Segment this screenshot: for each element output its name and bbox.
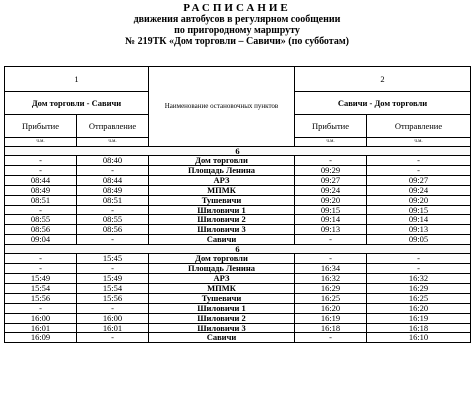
departure-2-cell: 16:25 (367, 293, 471, 303)
departure-1-cell: 15:45 (77, 254, 149, 264)
departure-2-cell: 09:20 (367, 195, 471, 205)
departure-1-cell: - (77, 205, 149, 215)
table-row (5, 323, 471, 333)
arrival-2-cell: 16:29 (295, 283, 367, 293)
arrival-1-cell: 16:09 (5, 333, 77, 343)
table-row (5, 205, 471, 215)
departure-1-cell: 15:56 (77, 293, 149, 303)
stop-name-cell: Площадь Ленина (149, 165, 295, 175)
arrival-1-cell: 08:44 (5, 175, 77, 185)
section-header-row (5, 147, 471, 156)
arrival-1-cell: 15:56 (5, 293, 77, 303)
departure-1-cell: 08:51 (77, 195, 149, 205)
unit-label: ч.м. (77, 138, 149, 147)
arrival-2-cell: - (295, 333, 367, 343)
table-row (5, 293, 471, 303)
departure-2-cell: 09:14 (367, 215, 471, 225)
arrival-2-cell: 09:24 (295, 185, 367, 195)
arrival-2-cell: 09:14 (295, 215, 367, 225)
direction-1-number: 1 (5, 67, 149, 92)
document-subtitle-line: движения автобусов в регулярном сообщении (133, 14, 341, 25)
departure-2-cell: - (367, 156, 471, 166)
departure-1-cell: 08:44 (77, 175, 149, 185)
departure-1-cell: 16:01 (77, 323, 149, 333)
stop-name-cell: Шиловичи 3 (149, 225, 295, 235)
unit-label: ч.м. (5, 138, 77, 147)
direction-2-route: Савичи - Дом торговли (295, 92, 471, 115)
arrival-2-cell: - (295, 156, 367, 166)
table-row (5, 264, 471, 274)
stops-column-header: Наименование остановочных пунктов (149, 67, 295, 147)
arrival-1-cell: - (5, 264, 77, 274)
departure-2-cell: 09:15 (367, 205, 471, 215)
arrival-2-cell: 16:32 (295, 273, 367, 283)
stop-name-cell: Шиловичи 1 (149, 303, 295, 313)
stop-name-cell: Дом торговли (149, 254, 295, 264)
arrival-2-cell: 16:25 (295, 293, 367, 303)
stop-name-cell: Тушевичи (149, 293, 295, 303)
departure-1-cell: - (77, 303, 149, 313)
departure-2-cell: 16:18 (367, 323, 471, 333)
table-row (5, 235, 471, 245)
section-label: 6 (5, 147, 471, 156)
stop-name-cell: Шиловичи 2 (149, 313, 295, 323)
table-row (5, 254, 471, 264)
arrival-1-cell: 08:49 (5, 185, 77, 195)
table-row (5, 175, 471, 185)
departure-2-cell: 16:32 (367, 273, 471, 283)
departure-header: Отправление (367, 115, 471, 138)
stop-name-cell: АРЗ (149, 175, 295, 185)
arrival-2-cell: 16:20 (295, 303, 367, 313)
table-row (5, 225, 471, 235)
departure-2-cell: 09:24 (367, 185, 471, 195)
direction-2-number: 2 (295, 67, 471, 92)
stop-name-cell: Площадь Ленина (149, 264, 295, 274)
departure-1-cell: 08:49 (77, 185, 149, 195)
arrival-1-cell: - (5, 303, 77, 313)
arrival-1-cell: 08:56 (5, 225, 77, 235)
departure-1-cell: - (77, 235, 149, 245)
departure-2-cell: - (367, 264, 471, 274)
stop-name-cell: Тушевичи (149, 195, 295, 205)
table-row (5, 333, 471, 343)
arrival-1-cell: - (5, 165, 77, 175)
schedule-table (4, 66, 471, 343)
arrival-1-cell: - (5, 254, 77, 264)
route-title: № 219ТК «Дом торговли – Савичи» (по субботам) (125, 36, 349, 47)
arrival-1-cell: - (5, 156, 77, 166)
table-row (5, 195, 471, 205)
arrival-1-cell: 15:49 (5, 273, 77, 283)
arrival-header: Прибытие (5, 115, 77, 138)
arrival-2-cell: 09:27 (295, 175, 367, 185)
table-row (5, 156, 471, 166)
table-row (5, 283, 471, 293)
arrival-1-cell: 16:00 (5, 313, 77, 323)
arrival-1-cell: 15:54 (5, 283, 77, 293)
table-row (5, 313, 471, 323)
arrival-2-cell: 16:19 (295, 313, 367, 323)
departure-2-cell: 16:20 (367, 303, 471, 313)
arrival-2-cell: 16:34 (295, 264, 367, 274)
departure-1-cell: - (77, 165, 149, 175)
departure-1-cell: 08:55 (77, 215, 149, 225)
arrival-1-cell: 08:51 (5, 195, 77, 205)
departure-1-cell: - (77, 333, 149, 343)
departure-2-cell: 09:27 (367, 175, 471, 185)
departure-1-cell: 15:49 (77, 273, 149, 283)
stop-name-cell: Дом торговли (149, 156, 295, 166)
arrival-1-cell: - (5, 205, 77, 215)
departure-2-cell: 16:10 (367, 333, 471, 343)
document-header (0, 0, 474, 47)
document-subtitle-line: по пригородному маршруту (174, 25, 300, 36)
stop-name-cell: Шиловичи 2 (149, 215, 295, 225)
stop-name-cell: Шиловичи 3 (149, 323, 295, 333)
stop-name-cell: Савичи (149, 235, 295, 245)
unit-label: ч.м. (295, 138, 367, 147)
table-row (5, 215, 471, 225)
arrival-1-cell: 09:04 (5, 235, 77, 245)
section-label: 6 (5, 245, 471, 254)
departure-2-cell: - (367, 165, 471, 175)
arrival-2-cell: 16:18 (295, 323, 367, 333)
departure-header: Отправление (77, 115, 149, 138)
table-row (5, 273, 471, 283)
departure-2-cell: 16:29 (367, 283, 471, 293)
section-header-row (5, 245, 471, 254)
departure-1-cell: - (77, 264, 149, 274)
direction-1-route: Дом торговли - Савичи (5, 92, 149, 115)
departure-1-cell: 16:00 (77, 313, 149, 323)
departure-2-cell: 09:05 (367, 235, 471, 245)
stop-name-cell: МПМК (149, 185, 295, 195)
table-row (5, 303, 471, 313)
arrival-header: Прибытие (295, 115, 367, 138)
departure-2-cell: 09:13 (367, 225, 471, 235)
arrival-2-cell: 09:29 (295, 165, 367, 175)
arrival-2-cell: - (295, 254, 367, 264)
arrival-1-cell: 08:55 (5, 215, 77, 225)
table-row (5, 165, 471, 175)
document-title: РАСПИСАНИЕ (183, 2, 291, 14)
arrival-2-cell: 09:20 (295, 195, 367, 205)
departure-1-cell: 15:54 (77, 283, 149, 293)
stop-name-cell: Шиловичи 1 (149, 205, 295, 215)
stop-name-cell: АРЗ (149, 273, 295, 283)
arrival-1-cell: 16:01 (5, 323, 77, 333)
departure-2-cell: 16:19 (367, 313, 471, 323)
stop-name-cell: Савичи (149, 333, 295, 343)
arrival-2-cell: 09:13 (295, 225, 367, 235)
arrival-2-cell: 09:15 (295, 205, 367, 215)
unit-label: ч.м. (367, 138, 471, 147)
stop-name-cell: МПМК (149, 283, 295, 293)
departure-1-cell: 08:56 (77, 225, 149, 235)
departure-1-cell: 08:40 (77, 156, 149, 166)
departure-2-cell: - (367, 254, 471, 264)
arrival-2-cell: - (295, 235, 367, 245)
table-row (5, 185, 471, 195)
